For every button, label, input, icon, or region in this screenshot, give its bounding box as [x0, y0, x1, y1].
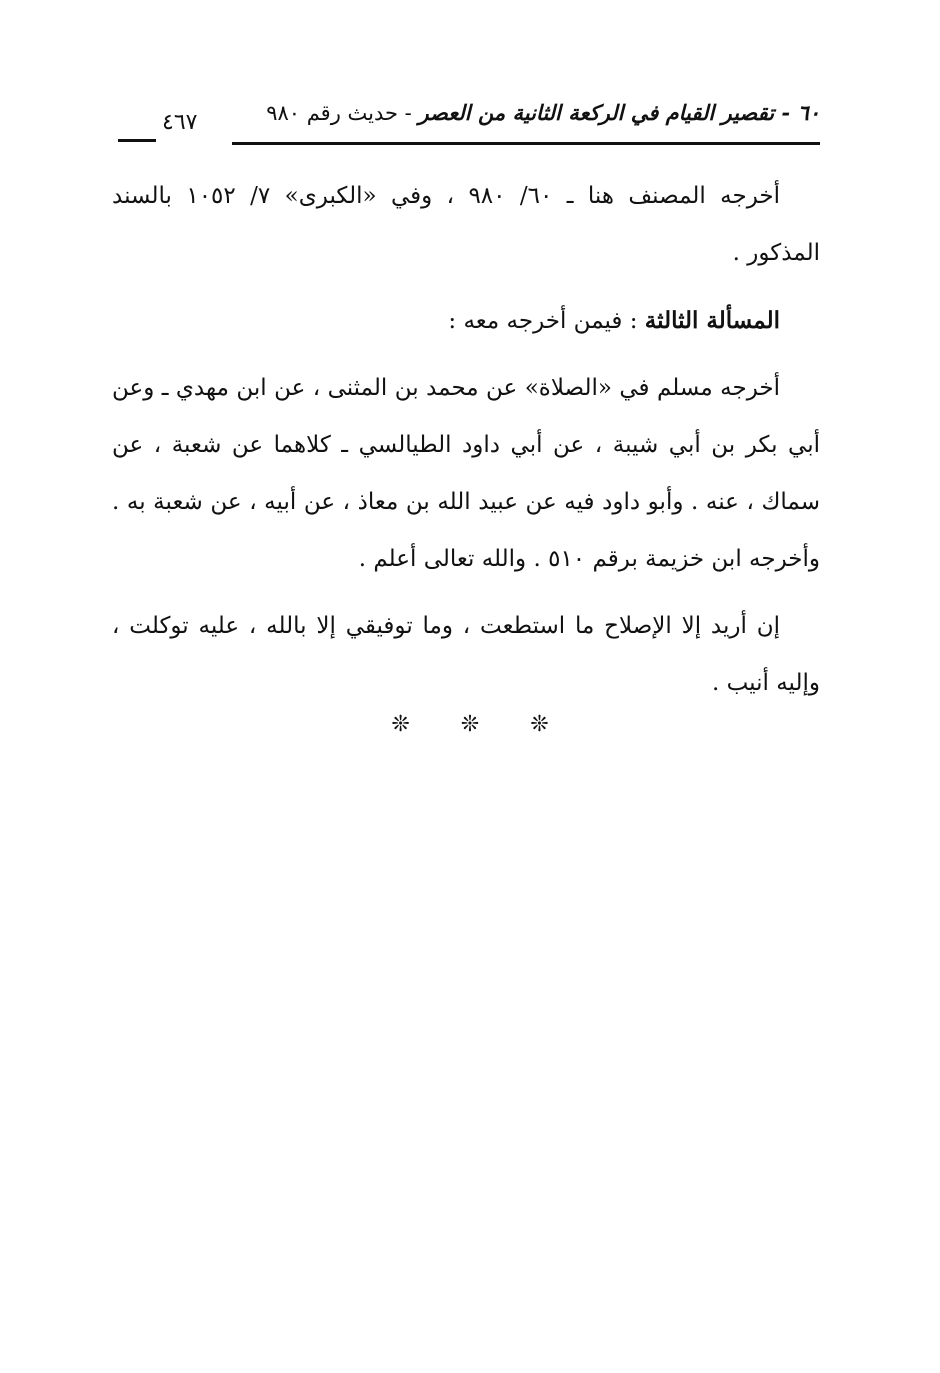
running-header — [112, 98, 820, 148]
paragraph-closing: إن أريد إلا الإصلاح ما استطعت ، وما توفيقي إلا بالله ، عليه توكلت ، وإليه أنيب . — [112, 613, 820, 696]
paragraph-narrators: أخرجه مسلم في «الصلاة» عن محمد بن المثنى ، عن ابن مهدي ـ وعن أبي بكر بن أبي شيبة ، عن أبي داود الطيالسي ـ كلاهما عن شعبة ، عن سماك ، عنه . وأبو داود فيه عن عبيد الله بن معاذ ، عن أبيه ، عن شعبة به . وأخرجه ابن خزيمة برقم ٥١٠ . والله تعالى أعلم . — [112, 375, 820, 572]
header-title — [220, 100, 820, 125]
section-heading-rest: : فيمن أخرجه معه : — [448, 308, 645, 334]
section-end-ornament: ❊ ❊ ❊ — [391, 712, 571, 737]
paragraph-source: أخرجه المصنف هنا ـ ٦٠/ ٩٨٠ ، وفي «الكبرى» ٧/ ١٠٥٢ بالسند المذكور . — [112, 183, 820, 266]
chapter-title: ٦٠ - تقصير القيام في الركعة الثانية من العصر — [418, 100, 820, 125]
section-heading: المسألة الثالثة — [644, 307, 780, 334]
header-rule — [232, 142, 820, 145]
hadith-number-label: - حديث رقم ٩٨٠ — [266, 101, 419, 125]
header-dash — [118, 139, 156, 142]
page-number: ٤٦٧ — [162, 110, 198, 135]
paragraph-third-issue — [112, 292, 820, 350]
page-body — [112, 168, 820, 722]
